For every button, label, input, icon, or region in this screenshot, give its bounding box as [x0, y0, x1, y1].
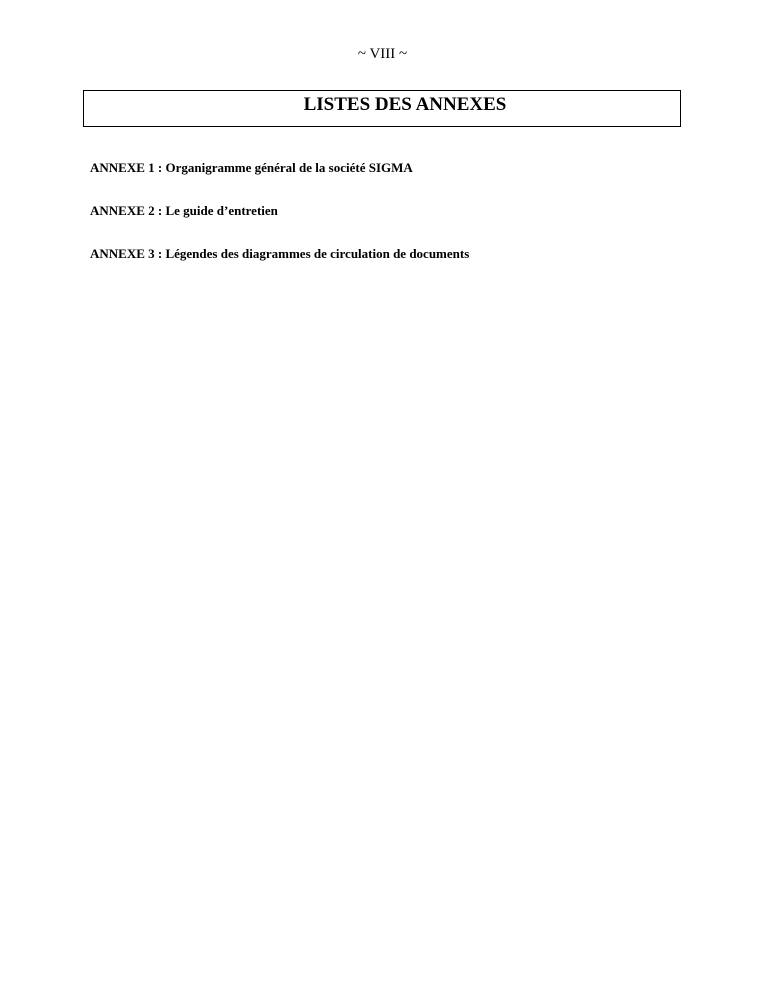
page-number: ~ VIII ~: [357, 46, 408, 62]
annex-item-2: ANNEXE 2 : Le guide d’entretien: [90, 203, 278, 218]
page-title: LISTES DES ANNEXES: [303, 94, 507, 115]
annex-list: [90, 160, 710, 289]
annex-item-1: ANNEXE 1 : Organigramme général de la société SIGMA: [90, 160, 413, 175]
title-box: [83, 90, 681, 127]
annex-item-3: ANNEXE 3 : Légendes des diagrammes de circulation de documents: [90, 246, 470, 261]
